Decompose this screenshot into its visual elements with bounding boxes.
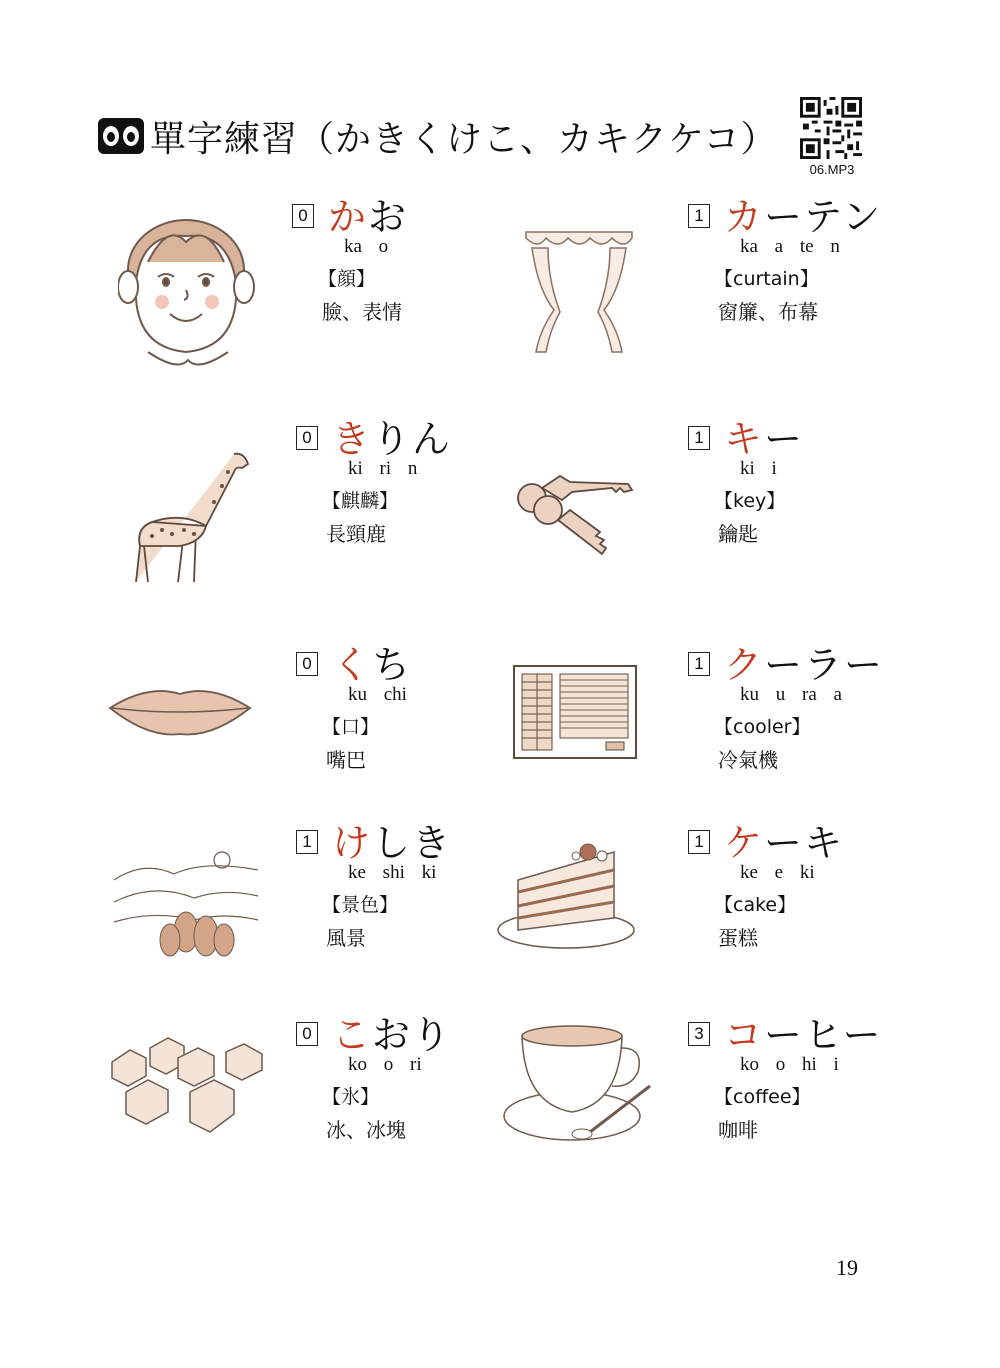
kanji-form: 【curtain】 <box>714 268 819 290</box>
vocab-word <box>724 634 884 689</box>
kanji-form: 【麒麟】 <box>322 490 399 512</box>
accent-number: 1 <box>688 204 710 228</box>
kanji-form: 【cake】 <box>714 894 797 916</box>
accent-number: 1 <box>688 426 710 450</box>
meaning: 冰、冰塊 <box>326 1118 406 1142</box>
page-title: 單字練習（かきくけこ、カキクケコ） <box>150 118 778 160</box>
romaji: ke e ki <box>740 862 815 883</box>
word-rest: ー <box>764 417 805 461</box>
kanji-form: 【景色】 <box>322 894 399 916</box>
highlight-kana: キ <box>724 417 765 461</box>
accent-number: 1 <box>688 652 710 676</box>
eyes-icon <box>98 118 144 154</box>
kanji-form: 【顔】 <box>318 268 376 290</box>
meaning: 長頸鹿 <box>326 522 386 546</box>
landscape-illustration <box>114 840 258 968</box>
audio-track-label[interactable]: 06.MP3 <box>809 162 855 177</box>
meaning: 臉、表情 <box>322 300 402 324</box>
vocab-word <box>724 408 804 463</box>
word-rest: ーラー <box>764 643 885 687</box>
meaning: 咖啡 <box>718 1118 758 1142</box>
vocab-word <box>724 812 844 867</box>
meaning: 蛋糕 <box>718 926 758 950</box>
qr-code[interactable] <box>800 97 862 159</box>
accent-number: 0 <box>296 1022 318 1046</box>
air-conditioner-illustration <box>512 664 638 760</box>
highlight-kana: ク <box>724 643 765 687</box>
highlight-kana: き <box>332 417 373 461</box>
kanji-form: 【key】 <box>714 490 786 512</box>
romaji: ku u ra a <box>740 684 842 705</box>
face-illustration <box>118 192 268 376</box>
romaji: ko o ri <box>348 1054 422 1075</box>
word-rest: ーキ <box>764 821 845 865</box>
word-rest: りん <box>372 417 453 461</box>
lips-illustration <box>108 682 252 738</box>
accent-number: 1 <box>688 830 710 854</box>
giraffe-illustration <box>122 442 258 586</box>
kanji-form: 【口】 <box>322 716 380 738</box>
ice-cubes-illustration <box>106 1032 264 1136</box>
meaning: 冷氣機 <box>718 748 778 772</box>
kanji-form: 【coffee】 <box>714 1086 811 1108</box>
accent-number: 3 <box>688 1022 710 1046</box>
highlight-kana: け <box>332 821 373 865</box>
highlight-kana: コ <box>724 1013 765 1057</box>
word-rest: お <box>368 195 409 239</box>
curtain-illustration <box>524 230 634 354</box>
accent-number: 0 <box>296 652 318 676</box>
meaning: 風景 <box>326 926 366 950</box>
vocab-word <box>724 186 882 241</box>
vocab-word <box>328 186 408 241</box>
word-rest: ーヒー <box>764 1013 883 1057</box>
kanji-form: 【cooler】 <box>714 716 811 738</box>
vocab-word <box>332 408 452 463</box>
romaji: ki ri n <box>348 458 418 479</box>
word-rest: おり <box>372 1013 453 1057</box>
romaji: ka o <box>344 236 389 257</box>
vocab-word <box>724 1004 883 1059</box>
accent-number: 0 <box>292 204 314 228</box>
romaji: ku chi <box>348 684 407 705</box>
accent-number: 1 <box>296 830 318 854</box>
highlight-kana: カ <box>724 195 765 239</box>
romaji: ko o hi i <box>740 1054 839 1075</box>
romaji: ke shi ki <box>348 862 437 883</box>
meaning: 嘴巴 <box>326 748 366 772</box>
vocab-word <box>332 1004 452 1059</box>
meaning: 鑰匙 <box>718 522 758 546</box>
word-rest: ーテン <box>764 195 883 239</box>
accent-number: 0 <box>296 426 318 450</box>
meaning: 窗簾、布幕 <box>718 300 818 324</box>
vocab-word <box>332 634 412 689</box>
cake-illustration <box>496 834 636 952</box>
word-rest: ち <box>372 643 413 687</box>
page-number: 19 <box>836 1255 858 1280</box>
highlight-kana: か <box>328 195 369 239</box>
word-rest: しき <box>372 821 453 865</box>
kanji-form: 【氷】 <box>322 1086 380 1108</box>
vocab-word <box>332 812 452 867</box>
highlight-kana: く <box>332 643 373 687</box>
section-header <box>98 108 778 164</box>
highlight-kana: ケ <box>724 821 765 865</box>
highlight-kana: こ <box>332 1013 373 1057</box>
keys-illustration <box>512 462 636 562</box>
coffee-cup-illustration <box>500 1024 660 1148</box>
romaji: ki i <box>740 458 777 479</box>
romaji: ka a te n <box>740 236 840 257</box>
